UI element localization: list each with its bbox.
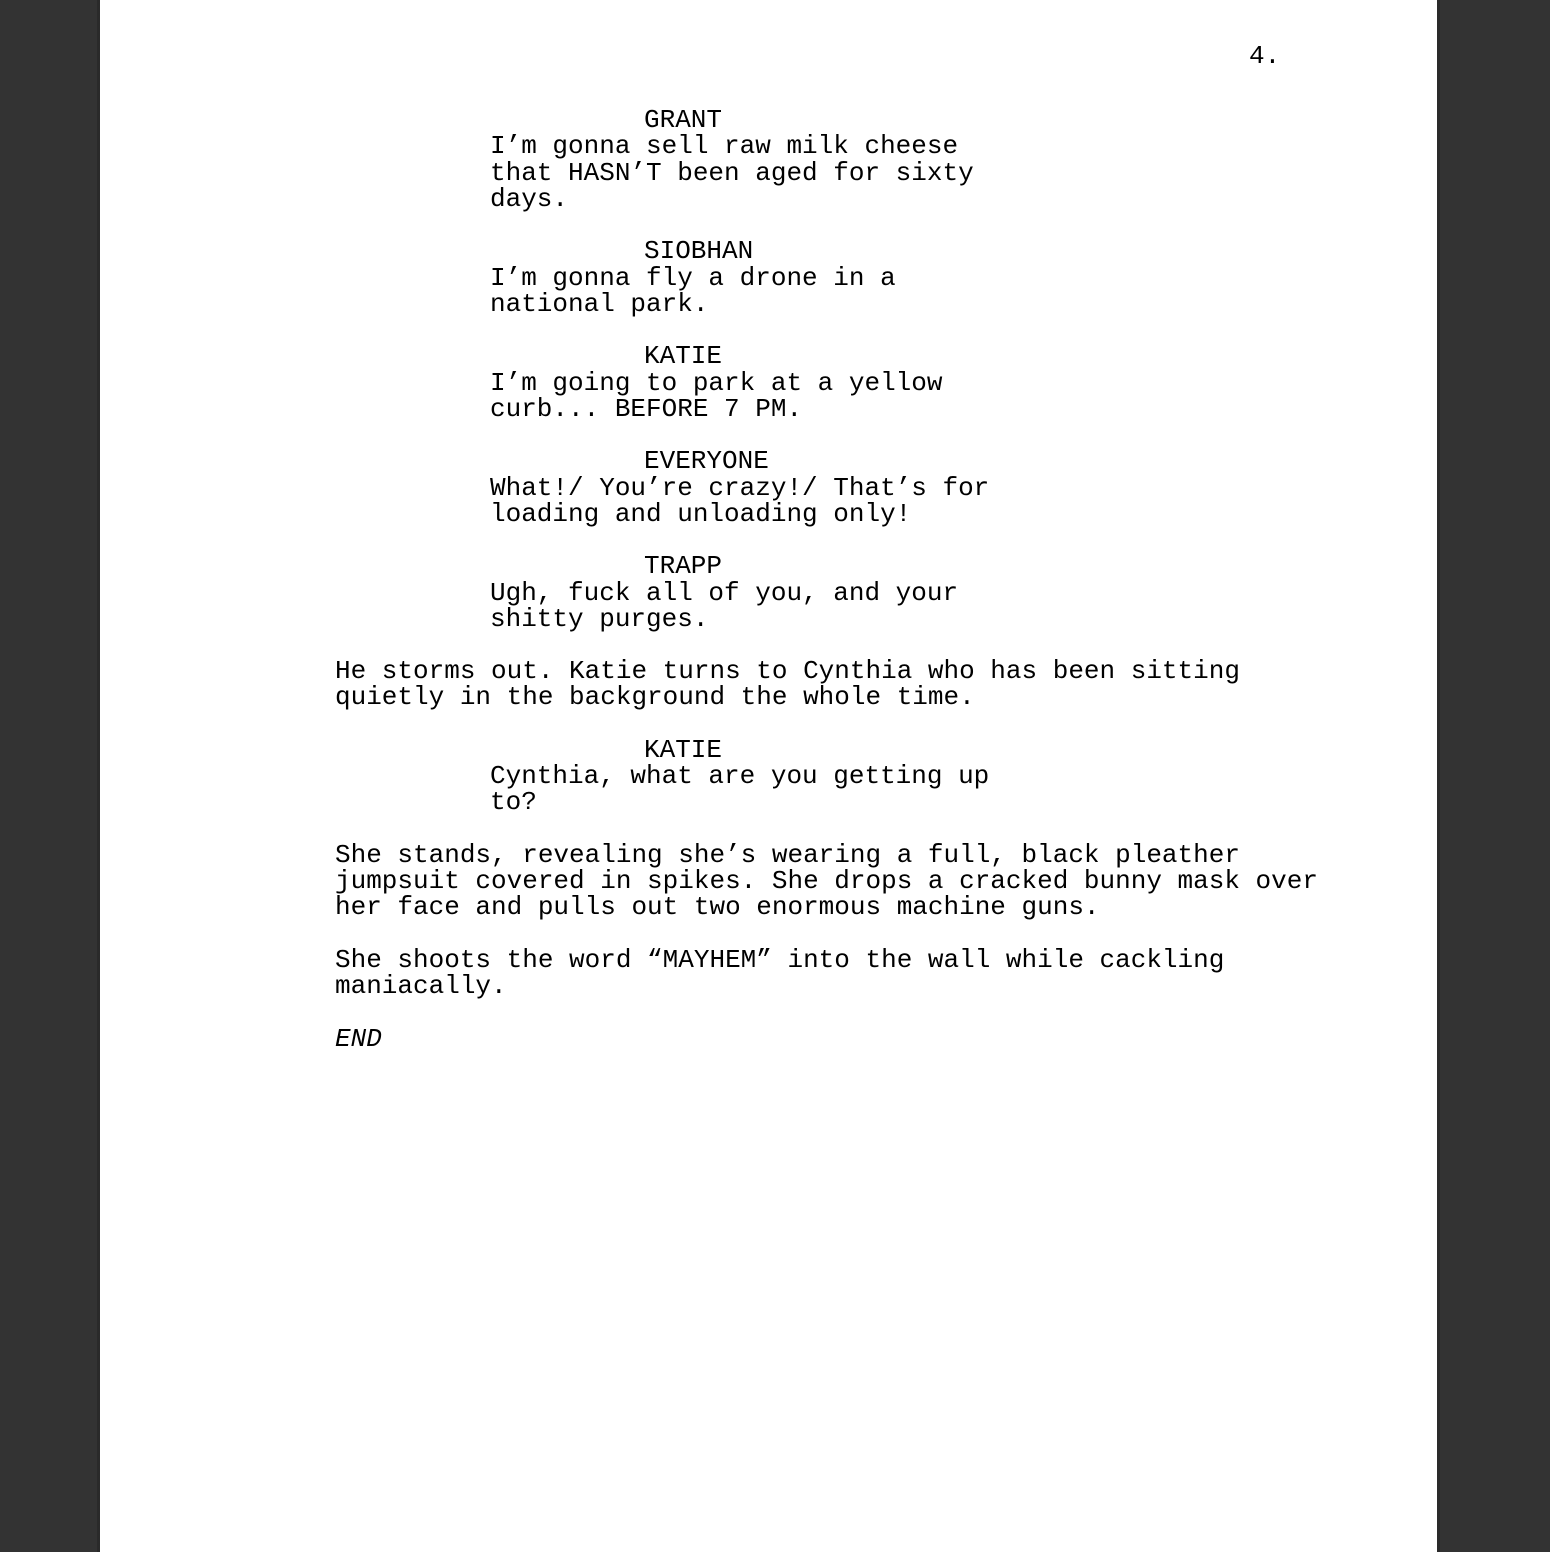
dialogue-line: to?: [490, 787, 537, 817]
dialogue-line: Ugh, fuck all of you, and your: [490, 578, 959, 608]
action-line: her face and pulls out two enormous machine guns.: [335, 892, 1100, 922]
script-page: [100, 0, 1437, 1552]
page-shadow-right: [1437, 0, 1440, 1552]
end-marker: END: [335, 1024, 382, 1054]
action-line: jumpsuit covered in spikes. She drops a cracked bunny mask over: [335, 866, 1318, 896]
action-line: maniacally.: [335, 971, 507, 1001]
dialogue-line: I’m gonna sell raw milk cheese: [490, 131, 959, 161]
dialogue-line: days.: [490, 184, 569, 214]
action-line: He storms out. Katie turns to Cynthia who has been sitting: [335, 656, 1240, 686]
character-name: SIOBHAN: [644, 236, 754, 266]
page-number: 4.: [1249, 41, 1281, 71]
character-name: KATIE: [644, 341, 723, 371]
dialogue-line: loading and unloading only!: [490, 499, 912, 529]
dialogue-line: What!/ You’re crazy!/ That’s for: [490, 473, 990, 503]
dialogue-line: curb... BEFORE 7 PM.: [490, 394, 803, 424]
character-name: EVERYONE: [644, 446, 769, 476]
dialogue-line: I’m gonna fly a drone in a: [490, 263, 896, 293]
action-line: She shoots the word “MAYHEM” into the wall while cackling: [335, 945, 1225, 975]
dialogue-line: national park.: [490, 289, 709, 319]
character-name: TRAPP: [644, 551, 723, 581]
action-line: She stands, revealing she’s wearing a full, black pleather: [335, 840, 1240, 870]
character-name: KATIE: [644, 735, 723, 765]
dialogue-line: Cynthia, what are you getting up: [490, 761, 990, 791]
dialogue-line: I’m going to park at a yellow: [490, 368, 943, 398]
dialogue-line: shitty purges.: [490, 604, 709, 634]
action-line: quietly in the background the whole time.: [335, 682, 975, 712]
dialogue-line: that HASN’T been aged for sixty: [490, 158, 974, 188]
character-name: GRANT: [644, 105, 723, 135]
